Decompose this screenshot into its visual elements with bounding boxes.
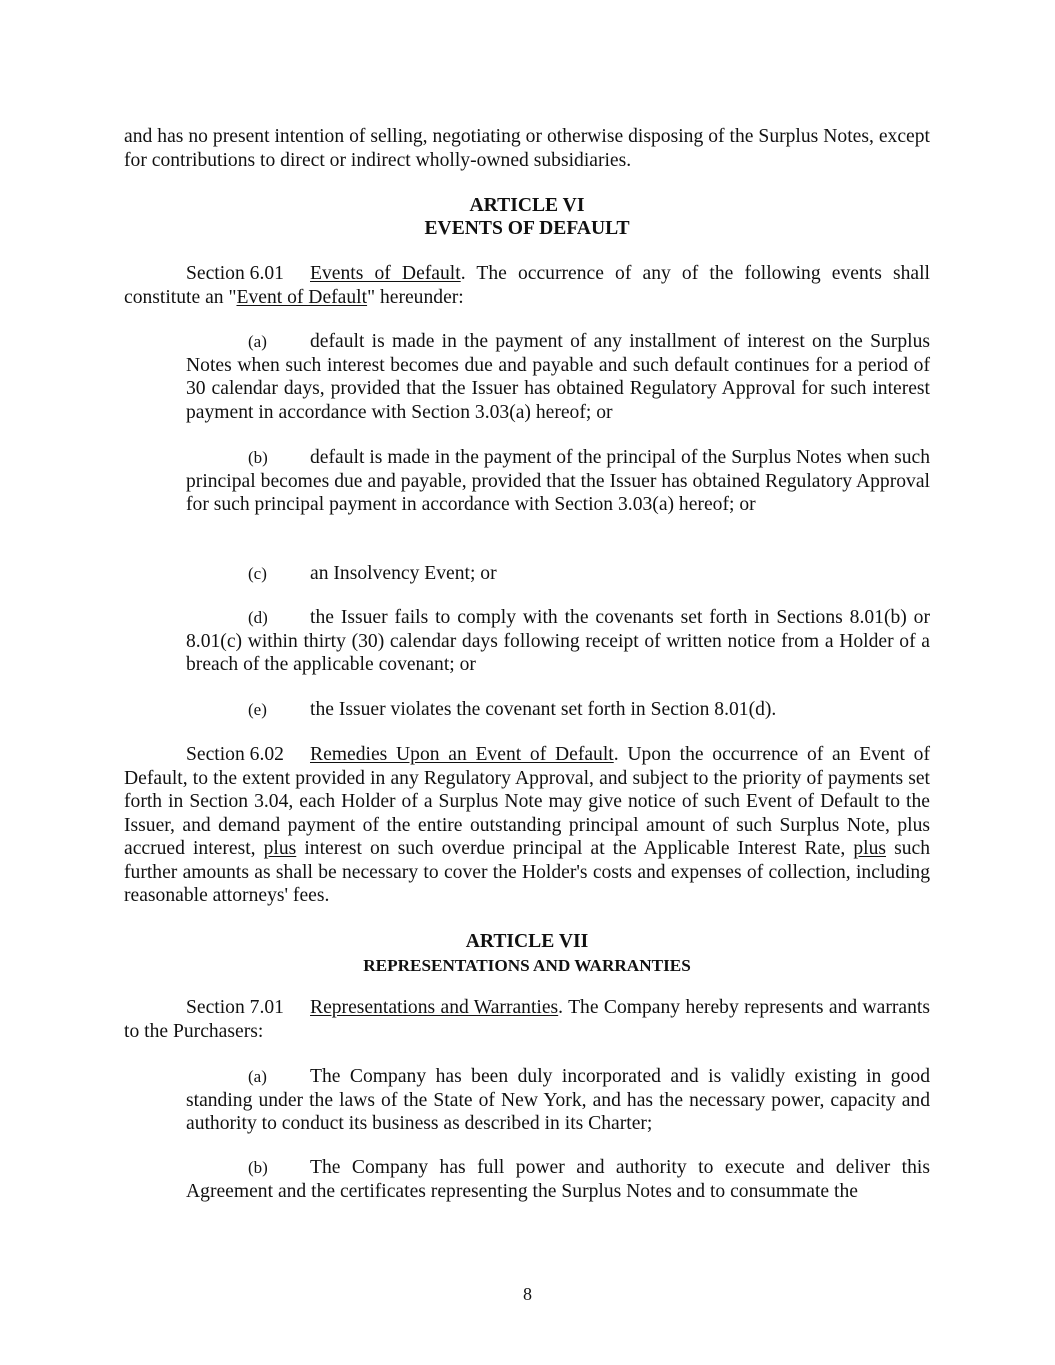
section-text: " hereunder: — [367, 286, 464, 308]
default-item-d — [186, 606, 930, 677]
section-title: Representations and Warranties — [310, 997, 559, 1018]
item-text: default is made in the payment of any installment of interest on the Surplus Notes when such interest becomes due and payable and such default continues for a period of 30 calendar days, provided that the Issuer has obtained Regulatory Approval for such interest payment in accordance with Section 3.03(a) hereof; or — [186, 331, 930, 423]
item-label: (a) — [248, 332, 267, 351]
section-title: Events of Default — [310, 263, 461, 284]
page-number: 8 — [523, 1284, 532, 1304]
section-7-01-paragraph — [124, 996, 930, 1043]
intro-paragraph: and has no present intention of selling, negotiating or otherwise disposing of the Surplus Notes, except for contributions to direct or indirect wholly-owned subsidiaries. — [124, 126, 930, 171]
section-number: Section 6.02 — [186, 744, 284, 765]
section-6-02-paragraph — [124, 743, 930, 908]
article-6-subheading: EVENTS OF DEFAULT — [424, 218, 630, 239]
item-text: an Insolvency Event; or — [310, 563, 497, 584]
section-text: . Upon the occurrence of an Event of Default, to the extent provided in any Regulatory Approval, and subject to the priority of payments set forth in Section 3.04, each Holder of a Surplus Note may give notice of such Event of Default to the Issuer, and demand payment of the entire outstanding principal amount of such Surplus Note, plus accrued interest, — [124, 744, 930, 859]
item-label: (b) — [248, 448, 268, 467]
plus-term: plus — [853, 838, 887, 859]
article-7-subheading: REPRESENTATIONS AND WARRANTIES — [363, 956, 691, 975]
item-text: The Company has been duly incorporated and is validly existing in good standing under the laws of the State of New York, and has the necessary power, capacity and authority to conduct its business as described in its Charter; — [186, 1066, 930, 1134]
section-text: . The occurrence of any of the following events shall constitute an " — [124, 263, 930, 308]
article-7-heading: ARTICLE VII — [465, 931, 589, 952]
section-text: . The Company hereby represents and warrants to the Purchasers: — [124, 997, 930, 1042]
section-text: interest on such overdue principal at the Applicable Interest Rate, — [296, 838, 854, 859]
section-number: Section 7.01 — [186, 997, 284, 1018]
section-text: such further amounts as shall be necessary to cover the Holder's costs and expenses of collection, including reasonable attorneys' fees. — [124, 838, 930, 906]
item-label: (a) — [248, 1067, 267, 1086]
default-item-a — [186, 330, 930, 424]
default-item-e — [186, 698, 930, 722]
item-text: the Issuer fails to comply with the covenants set forth in Sections 8.01(b) or 8.01(c) within thirty (30) calendar days following receipt of written notice from a Holder of a breach of the applicable covenant; or — [186, 607, 930, 675]
section-number: Section 6.01 — [186, 263, 284, 284]
item-text: The Company has full power and authority to execute and deliver this Agreement and the certificates representing the Surplus Notes and to consummate the — [186, 1157, 930, 1202]
item-label: (b) — [248, 1158, 268, 1177]
item-text: default is made in the payment of the principal of the Surplus Notes when such principal becomes due and payable, provided that the Issuer has obtained Regulatory Approval for such principal payment in accordance with Section 3.03(a) hereof; or — [186, 447, 930, 515]
default-item-c — [186, 562, 930, 586]
section-title: Remedies Upon an Event of Default — [310, 744, 614, 765]
representation-item-b — [186, 1156, 930, 1203]
section-6-01-paragraph — [124, 262, 930, 309]
item-text: the Issuer violates the covenant set forth in Section 8.01(d). — [310, 699, 777, 720]
article-6-heading: ARTICLE VI — [469, 195, 585, 216]
item-label: (c) — [248, 564, 267, 583]
item-label: (e) — [248, 700, 267, 719]
default-item-b — [186, 446, 930, 517]
item-label: (d) — [248, 608, 268, 627]
defined-term: Event of Default — [236, 286, 368, 308]
representation-item-a — [186, 1065, 930, 1136]
plus-term: plus — [263, 838, 297, 859]
